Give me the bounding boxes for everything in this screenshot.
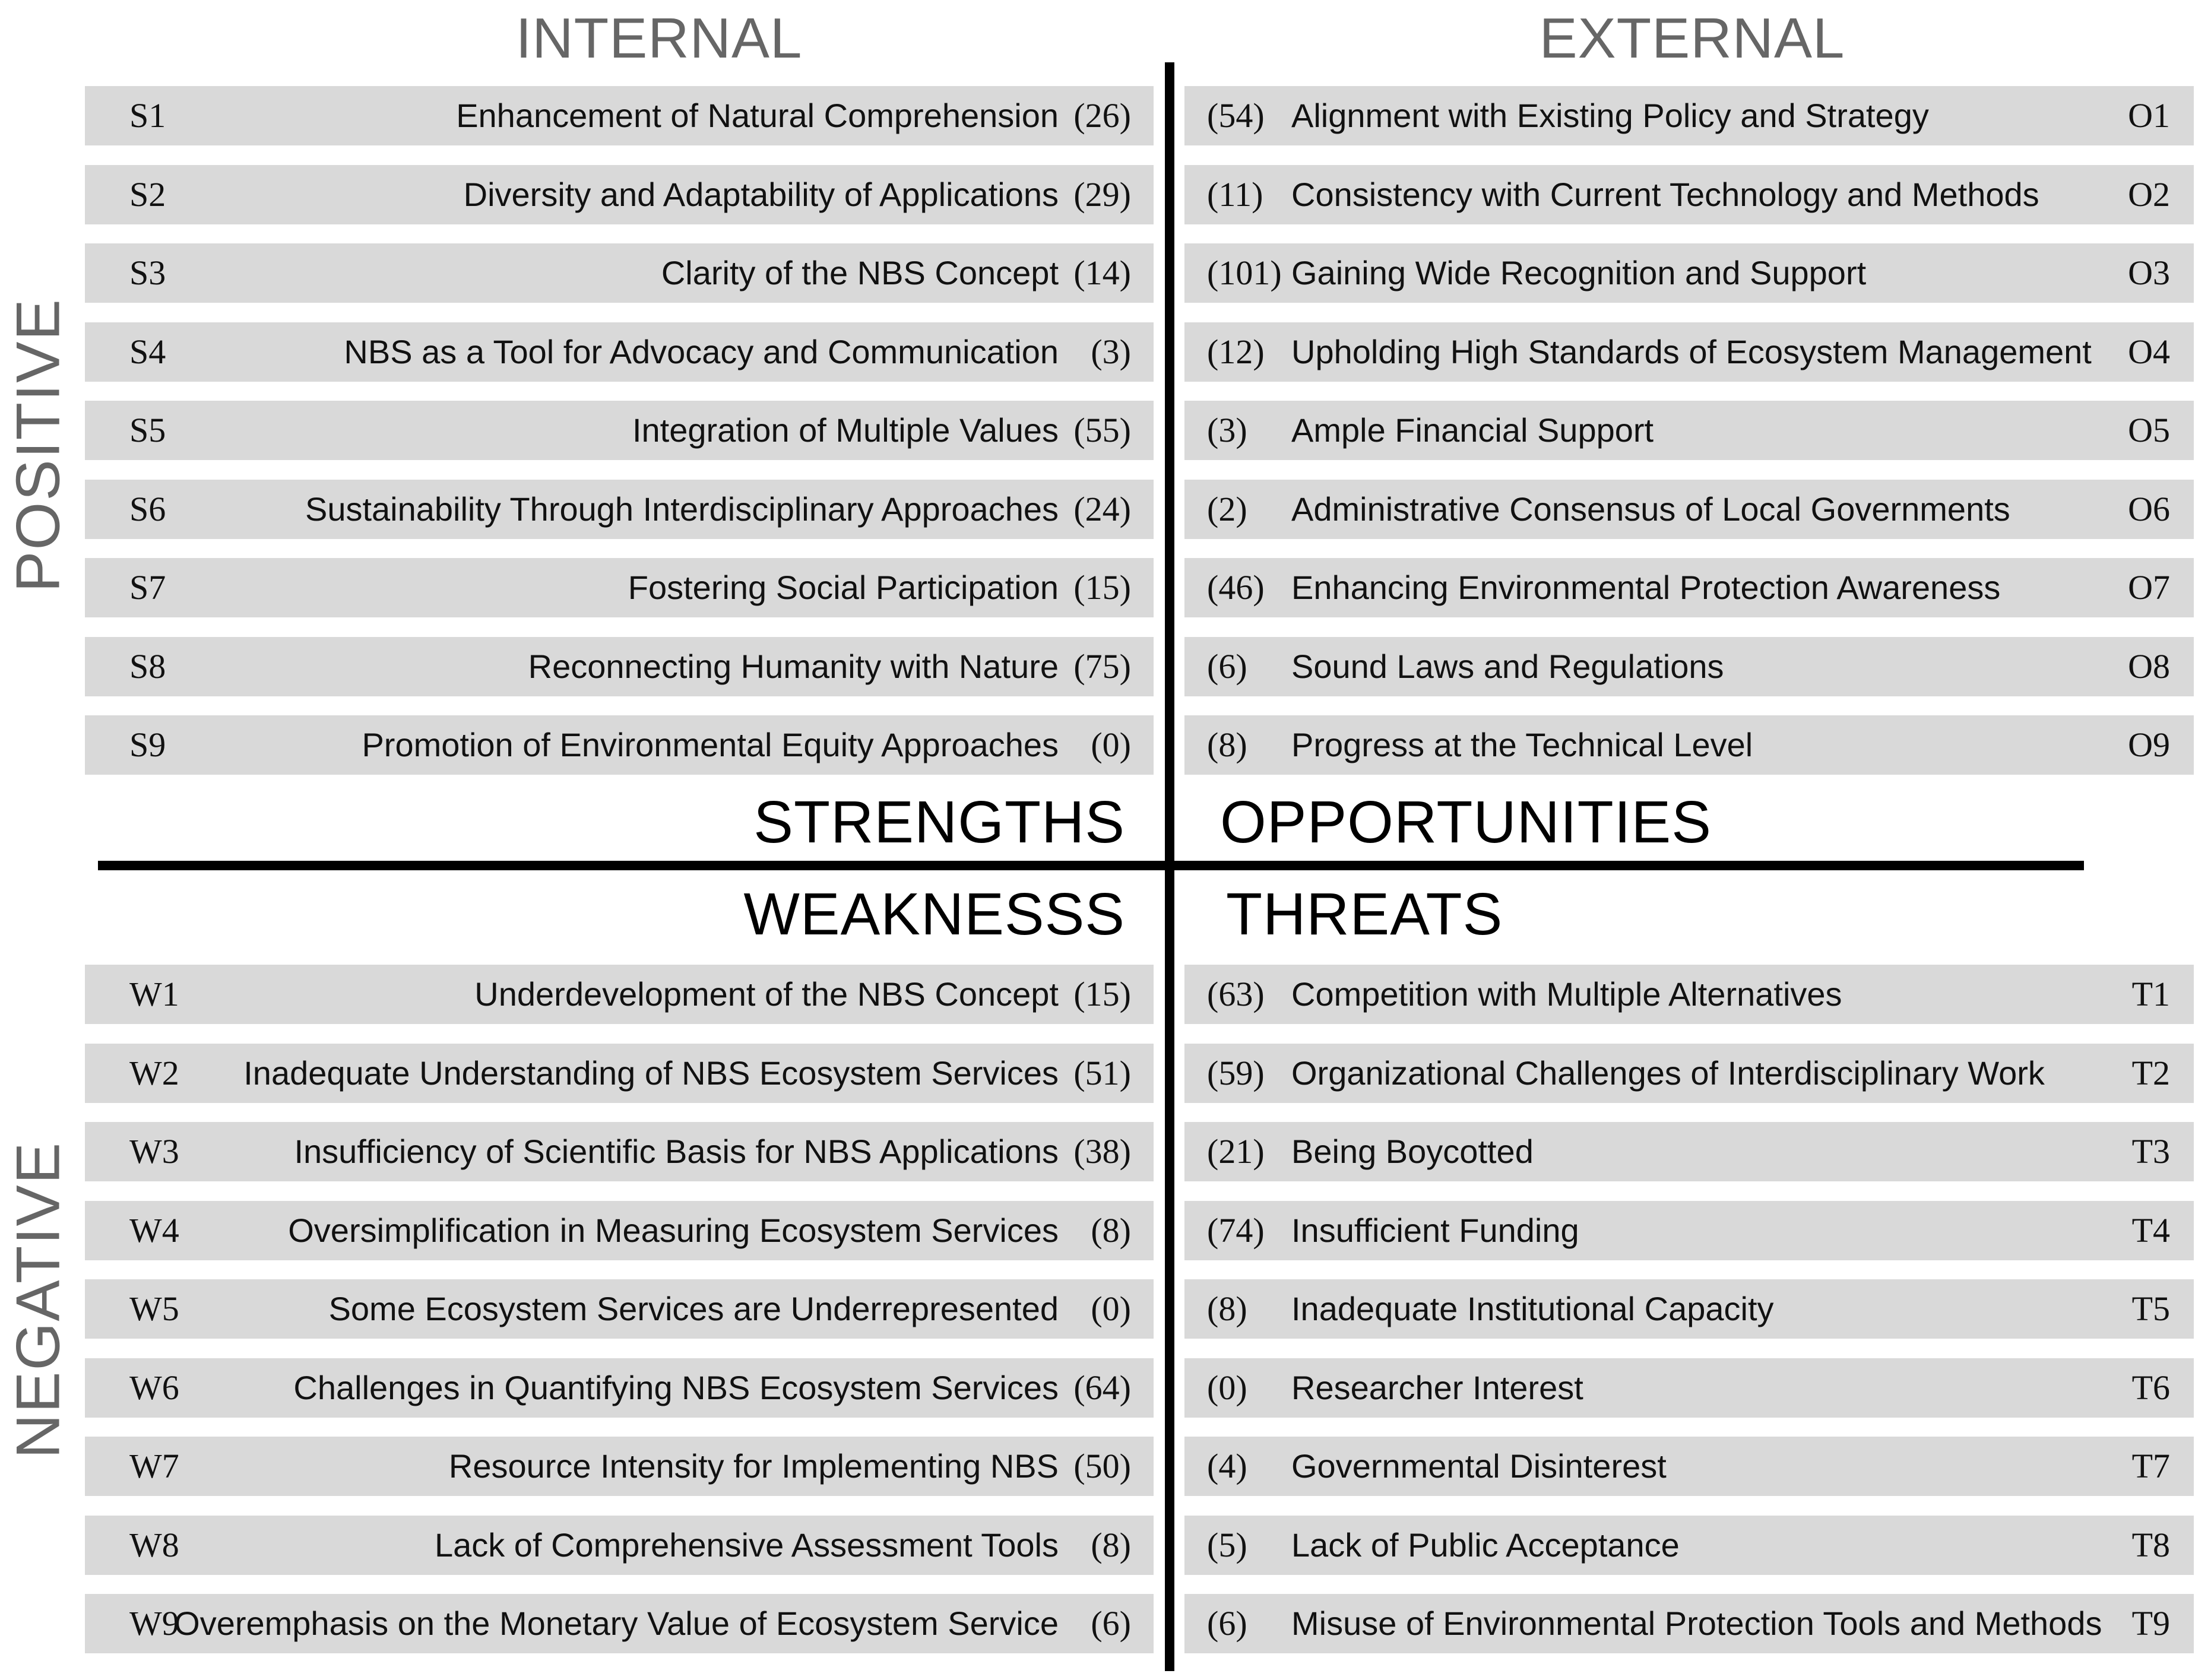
strength-count: (0): [1091, 725, 1131, 764]
strength-row-s2: [85, 165, 1154, 224]
weakness-code: W1: [129, 975, 179, 1013]
opportunity-label: Administrative Consensus of Local Governments: [1291, 490, 2010, 528]
threat-label: Misuse of Environmental Protection Tools and Methods: [1291, 1605, 2102, 1642]
opportunity-count: (6): [1207, 647, 1247, 686]
weakness-row-w6: [85, 1358, 1154, 1418]
threat-count: (21): [1207, 1132, 1265, 1171]
opportunity-code: O6: [2128, 490, 2170, 528]
weakness-code: W6: [129, 1368, 179, 1407]
weakness-label: Insufficiency of Scientific Basis for NBS Applications: [294, 1133, 1059, 1170]
weakness-row-w8: [85, 1516, 1154, 1575]
title-opportunities: OPPORTUNITIES: [1220, 789, 1712, 855]
opportunity-label: Progress at the Technical Level: [1291, 726, 1753, 763]
weakness-row-w9: [85, 1594, 1154, 1653]
threat-code: T9: [2131, 1604, 2170, 1643]
weakness-code: W9: [129, 1604, 179, 1643]
strength-count: (14): [1073, 253, 1131, 292]
threat-count: (0): [1207, 1368, 1247, 1407]
threat-code: T3: [2131, 1132, 2170, 1171]
weakness-count: (51): [1073, 1054, 1131, 1092]
threat-count: (63): [1207, 975, 1265, 1013]
threat-code: T5: [2131, 1289, 2170, 1328]
strength-count: (26): [1073, 96, 1131, 135]
threat-label: Governmental Disinterest: [1291, 1447, 1667, 1485]
threat-row-t4: [1184, 1201, 2194, 1260]
threat-row-t7: [1184, 1437, 2194, 1496]
opportunity-code: O3: [2128, 253, 2170, 292]
strength-row-s1: [85, 86, 1154, 145]
threat-code: T4: [2131, 1211, 2170, 1250]
threat-code: T2: [2131, 1054, 2170, 1092]
opportunity-row-o9: [1184, 715, 2194, 775]
opportunity-count: (46): [1207, 568, 1265, 607]
strength-label: Sustainability Through Interdisciplinary Approaches: [305, 490, 1059, 528]
strength-code: S5: [129, 411, 166, 449]
weakness-code: W2: [129, 1054, 179, 1092]
opportunity-row-o3: [1184, 243, 2194, 303]
threat-row-t1: [1184, 965, 2194, 1024]
strength-count: (24): [1073, 490, 1131, 528]
strength-count: (75): [1073, 647, 1131, 686]
weakness-label: Lack of Comprehensive Assessment Tools: [434, 1526, 1059, 1564]
weakness-count: (6): [1091, 1604, 1131, 1643]
side-label-positive: POSITIVE: [4, 298, 73, 592]
weakness-row-w3: [85, 1122, 1154, 1181]
weakness-label: Overemphasis on the Monetary Value of Ecosystem Service: [174, 1605, 1059, 1642]
opportunity-count: (3): [1207, 411, 1247, 449]
threat-code: T7: [2131, 1447, 2170, 1485]
opportunity-code: O5: [2128, 411, 2170, 449]
weakness-label: Underdevelopment of the NBS Concept: [474, 975, 1059, 1013]
strength-label: Fostering Social Participation: [628, 569, 1059, 606]
strength-code: S6: [129, 490, 166, 528]
opportunity-row-o2: [1184, 165, 2194, 224]
threat-label: Being Boycotted: [1291, 1133, 1534, 1170]
weakness-code: W8: [129, 1526, 179, 1564]
weakness-row-w2: [85, 1044, 1154, 1103]
title-weaknesses: WEAKNESSS: [743, 881, 1125, 947]
strength-code: S2: [129, 175, 166, 214]
strength-label: Diversity and Adaptability of Applications: [463, 176, 1059, 213]
strength-row-s3: [85, 243, 1154, 303]
weakness-code: W3: [129, 1132, 179, 1171]
opportunity-label: Consistency with Current Technology and Methods: [1291, 176, 2039, 213]
weakness-label: Oversimplification in Measuring Ecosystem Services: [288, 1212, 1059, 1249]
weakness-count: (15): [1073, 975, 1131, 1013]
threat-count: (74): [1207, 1211, 1265, 1250]
threat-code: T8: [2131, 1526, 2170, 1564]
strength-label: Reconnecting Humanity with Nature: [528, 648, 1059, 685]
opportunity-label: Enhancing Environmental Protection Awareness: [1291, 569, 2001, 606]
strength-row-s9: [85, 715, 1154, 775]
weakness-code: W5: [129, 1289, 179, 1328]
header-internal: INTERNAL: [515, 7, 803, 70]
threat-count: (8): [1207, 1289, 1247, 1328]
opportunity-count: (54): [1207, 96, 1265, 135]
horizontal-divider: [98, 861, 2084, 870]
strength-count: (15): [1073, 568, 1131, 607]
opportunity-label: Gaining Wide Recognition and Support: [1291, 254, 1867, 291]
strength-code: S9: [129, 725, 166, 764]
threat-label: Insufficient Funding: [1291, 1212, 1579, 1249]
strength-label: Integration of Multiple Values: [632, 411, 1059, 449]
strength-count: (55): [1073, 411, 1131, 449]
opportunity-code: O1: [2128, 96, 2170, 135]
threat-row-t5: [1184, 1279, 2194, 1339]
threat-label: Organizational Challenges of Interdisciplinary Work: [1291, 1054, 2045, 1092]
threat-count: (4): [1207, 1447, 1247, 1485]
strength-label: Promotion of Environmental Equity Approaches: [362, 726, 1059, 763]
opportunity-count: (101): [1207, 253, 1282, 292]
weakness-count: (50): [1073, 1447, 1131, 1485]
strength-count: (29): [1073, 175, 1131, 214]
opportunity-row-o7: [1184, 558, 2194, 617]
weakness-count: (8): [1091, 1526, 1131, 1564]
weakness-count: (8): [1091, 1211, 1131, 1250]
strength-label: Enhancement of Natural Comprehension: [456, 97, 1059, 134]
weakness-label: Resource Intensity for Implementing NBS: [448, 1447, 1059, 1485]
opportunity-row-o4: [1184, 322, 2194, 382]
threat-row-t3: [1184, 1122, 2194, 1181]
threat-code: T1: [2131, 975, 2170, 1013]
opportunity-code: O7: [2128, 568, 2170, 607]
opportunity-count: (11): [1207, 175, 1263, 214]
threat-label: Inadequate Institutional Capacity: [1291, 1290, 1774, 1327]
opportunity-code: O2: [2128, 175, 2170, 214]
weakness-count: (0): [1091, 1289, 1131, 1328]
strength-row-s7: [85, 558, 1154, 617]
weakness-count: (64): [1073, 1368, 1131, 1407]
header-external: EXTERNAL: [1539, 7, 1845, 70]
opportunity-code: O4: [2128, 332, 2170, 371]
opportunity-count: (12): [1207, 332, 1265, 371]
strength-row-s8: [85, 637, 1154, 696]
opportunity-label: Ample Financial Support: [1291, 411, 1654, 449]
threat-count: (5): [1207, 1526, 1247, 1564]
weakness-code: W4: [129, 1211, 179, 1250]
threat-label: Competition with Multiple Alternatives: [1291, 975, 1842, 1013]
weakness-count: (38): [1073, 1132, 1131, 1171]
strength-code: S4: [129, 332, 166, 371]
side-label-negative: NEGATIVE: [4, 1141, 73, 1459]
strength-code: S3: [129, 253, 166, 292]
threat-count: (6): [1207, 1604, 1247, 1643]
weakness-label: Inadequate Understanding of NBS Ecosystem Services: [243, 1054, 1059, 1092]
opportunity-row-o1: [1184, 86, 2194, 145]
opportunity-label: Alignment with Existing Policy and Strategy: [1291, 97, 1929, 134]
strength-code: S8: [129, 647, 166, 686]
strength-code: S7: [129, 568, 166, 607]
threat-row-t6: [1184, 1358, 2194, 1418]
strength-label: NBS as a Tool for Advocacy and Communication: [344, 333, 1059, 370]
weakness-row-w5: [85, 1279, 1154, 1339]
weakness-code: W7: [129, 1447, 179, 1485]
strength-row-s6: [85, 480, 1154, 539]
strength-row-s4: [85, 322, 1154, 382]
opportunity-label: Sound Laws and Regulations: [1291, 648, 1724, 685]
opportunity-row-o5: [1184, 401, 2194, 460]
title-threats: THREATS: [1226, 881, 1503, 947]
threat-count: (59): [1207, 1054, 1265, 1092]
weakness-row-w7: [85, 1437, 1154, 1496]
threat-row-t8: [1184, 1516, 2194, 1575]
opportunity-code: O9: [2128, 725, 2170, 764]
title-strengths: STRENGTHS: [753, 789, 1125, 855]
strength-count: (3): [1091, 332, 1131, 371]
threat-code: T6: [2131, 1368, 2170, 1407]
threat-row-t2: [1184, 1044, 2194, 1103]
threat-label: Researcher Interest: [1291, 1369, 1583, 1406]
strength-row-s5: [85, 401, 1154, 460]
opportunity-label: Upholding High Standards of Ecosystem Management: [1291, 333, 2092, 370]
opportunity-code: O8: [2128, 647, 2170, 686]
opportunity-count: (8): [1207, 725, 1247, 764]
weakness-row-w4: [85, 1201, 1154, 1260]
threat-row-t9: [1184, 1594, 2194, 1653]
weakness-label: Challenges in Quantifying NBS Ecosystem Services: [293, 1369, 1059, 1406]
threat-label: Lack of Public Acceptance: [1291, 1526, 1680, 1564]
opportunity-row-o8: [1184, 637, 2194, 696]
strength-code: S1: [129, 96, 166, 135]
weakness-label: Some Ecosystem Services are Underrepresented: [328, 1290, 1059, 1327]
opportunity-count: (2): [1207, 490, 1247, 528]
opportunity-row-o6: [1184, 480, 2194, 539]
strength-label: Clarity of the NBS Concept: [661, 254, 1059, 291]
weakness-row-w1: [85, 965, 1154, 1024]
